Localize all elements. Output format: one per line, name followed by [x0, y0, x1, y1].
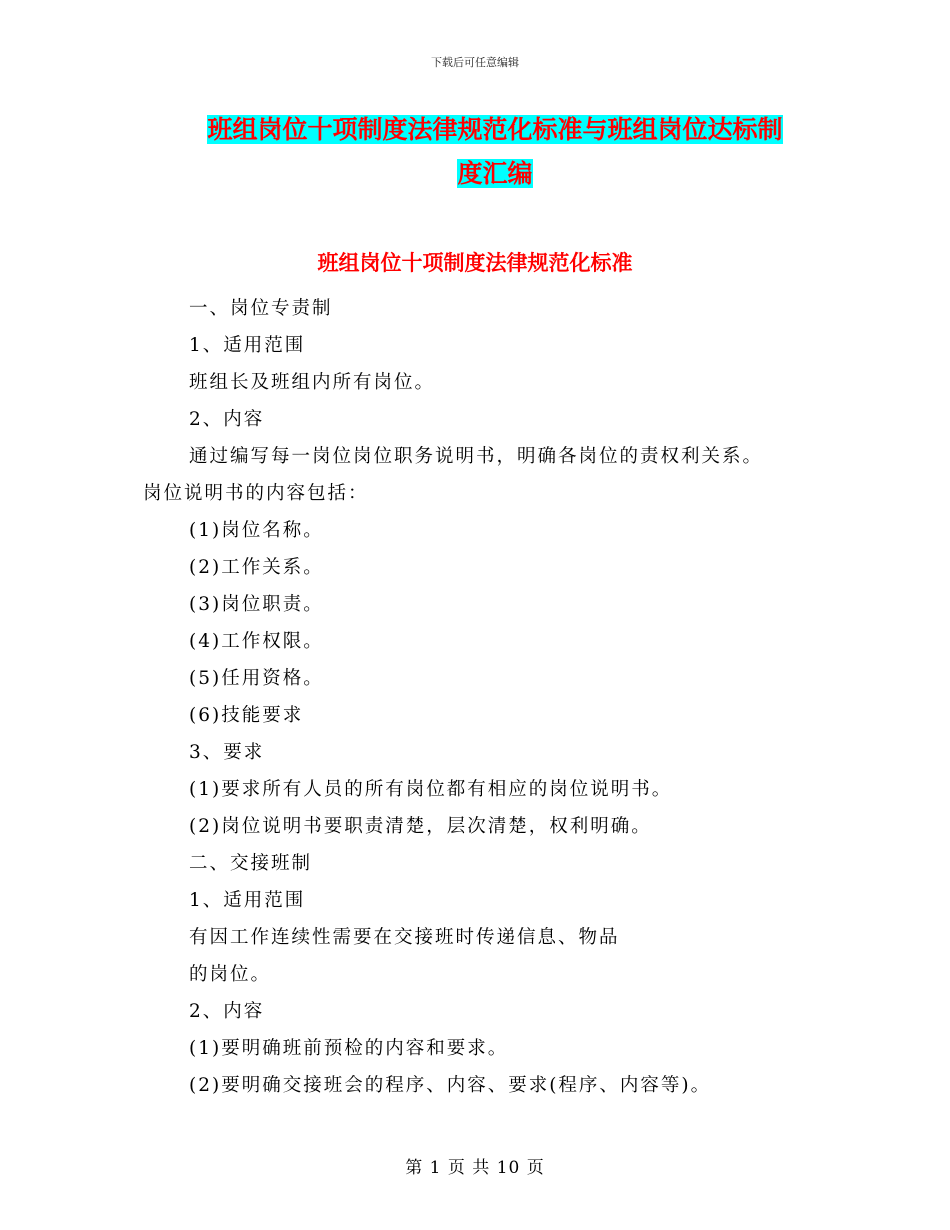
heading-post-responsibility: 一、岗位专责制	[189, 298, 333, 319]
content-text-line-2: 岗位说明书的内容包括：	[143, 483, 369, 504]
list-item: (6)技能要求	[189, 705, 304, 726]
page-number: 第 1 页 共 10 页	[405, 1158, 545, 1178]
scope-heading: 1、适用范围	[189, 335, 306, 356]
list-item: (1)要明确班前预检的内容和要求。	[189, 1038, 509, 1059]
requirements-heading: 3、要求	[189, 742, 265, 763]
content-text-line-1: 通过编写每一岗位岗位职务说明书，明确各岗位的责权利关系。	[189, 446, 764, 467]
section-title: 班组岗位十项制度法律规范化标准	[317, 251, 633, 275]
list-item: (2)要明确交接班会的程序、内容、要求(程序、内容等)。	[189, 1075, 712, 1096]
heading-shift-handover: 二、交接班制	[189, 853, 313, 874]
list-item: (1)岗位名称。	[189, 520, 324, 541]
content-heading: 2、内容	[189, 1001, 265, 1022]
document-title-line-1: 班组岗位十项制度法律规范化标准与班组岗位达标制	[207, 115, 783, 144]
scope-text-line-1: 有因工作连续性需要在交接班时传递信息、物品	[189, 927, 620, 948]
document-title	[140, 108, 850, 196]
list-item: (2)岗位说明书要职责清楚，层次清楚，权利明确。	[189, 816, 652, 837]
list-item: (5)任用资格。	[189, 668, 324, 689]
list-item: (1)要求所有人员的所有岗位都有相应的岗位说明书。	[189, 779, 673, 800]
list-item: (2)工作关系。	[189, 557, 324, 578]
scope-text-line-2: 的岗位。	[189, 964, 272, 985]
header-note: 下载后可任意编辑	[431, 56, 519, 69]
list-item: (4)工作权限。	[189, 631, 324, 652]
content-heading: 2、内容	[189, 409, 265, 430]
scope-heading: 1、适用范围	[189, 890, 306, 911]
document-body	[143, 290, 823, 1104]
document-title-line-2: 度汇编	[457, 159, 533, 188]
scope-text: 班组长及班组内所有岗位。	[189, 372, 436, 393]
list-item: (3)岗位职责。	[189, 594, 324, 615]
